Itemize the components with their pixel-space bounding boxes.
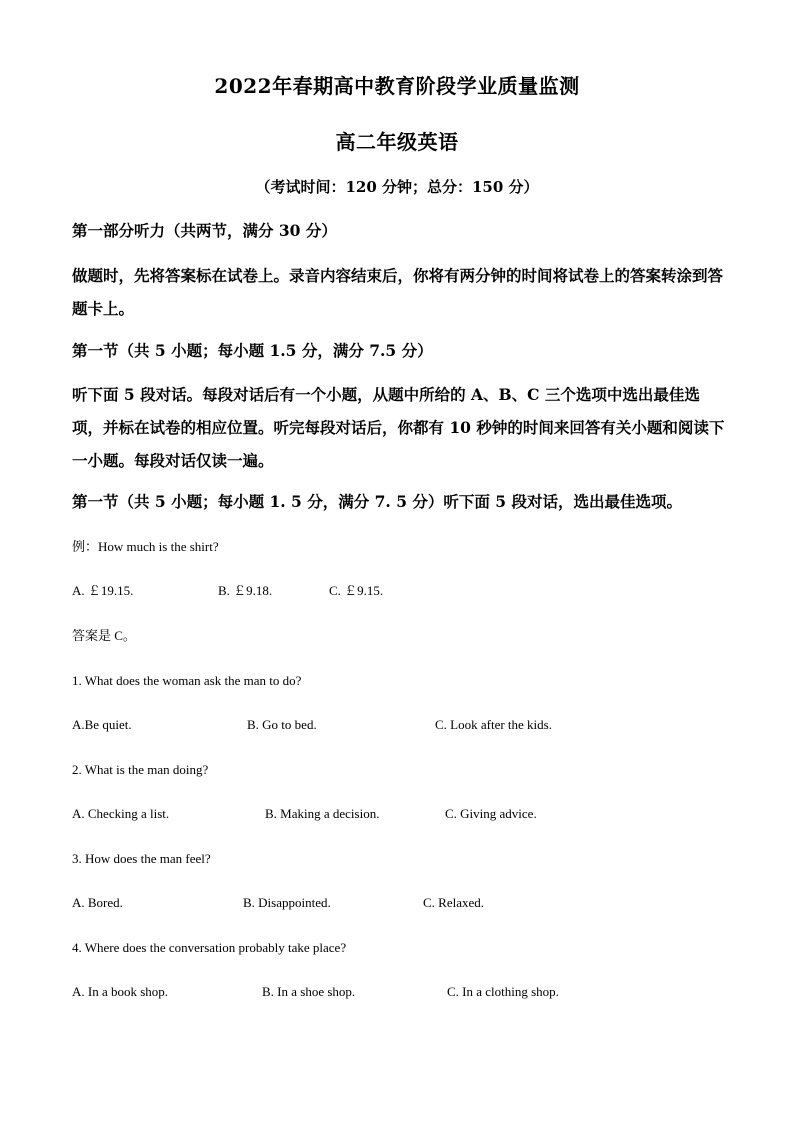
exam-subtitle: 高二年级英语: [335, 130, 459, 154]
part1-instruction: 做题时，先将答案标在试卷上。录音内容结束后，你将有两分钟的时间将试卷上的答案转涂到答题卡上。: [72, 266, 724, 318]
part1-heading: 第一部分听力（共两节，满分 30 分）: [72, 221, 337, 240]
question-1: 1. What does the woman ask the man to do?: [72, 673, 302, 688]
section1-heading: 第一节（共 5 小题；每小题 1.5 分，满分 7.5 分）: [72, 341, 433, 360]
question-1-option-b: B. Go to bed.: [247, 717, 317, 732]
question-3: 3. How does the man feel?: [72, 851, 211, 866]
section1-repeat: 第一节（共 5 小题；每小题 1. 5 分，满分 7. 5 分）听下面 5 段对话，选出最佳选项。: [72, 492, 682, 511]
question-2-option-a: A. Checking a list.: [72, 806, 170, 821]
example-answer: 答案是 C。: [72, 628, 136, 643]
exam-title: 2022年春期高中教育阶段学业质量监测: [214, 74, 580, 98]
question-1-option-a: A.Be quiet.: [72, 717, 132, 732]
section1-instruction: 听下面 5 段对话。每段对话后有一个小题，从题中所给的 A、B、C 三个选项中选出最佳选项，并标在试卷的相应位置。听完每段对话后，你都有 10 秒钟的时间来回答有关小题和阅读下一小题。每段对话仅读一遍。: [72, 385, 725, 470]
question-2-option-b: B. Making a decision.: [265, 806, 380, 821]
example-option-a: A. ￡19.15.: [72, 583, 134, 598]
question-3-option-b: B. Disappointed.: [243, 895, 331, 910]
question-3-option-a: A. Bored.: [72, 895, 123, 910]
example-option-c: C. ￡9.15.: [329, 583, 384, 598]
exam-info: （考试时间：120 分钟；总分：150 分）: [255, 178, 539, 196]
example-question: 例：How much is the shirt?: [72, 539, 219, 554]
example-option-b: B. ￡9.18.: [218, 583, 273, 598]
question-4-option-c: C. In a clothing shop.: [447, 984, 559, 999]
question-4-option-b: B. In a shoe shop.: [262, 984, 356, 999]
question-4: 4. Where does the conversation probably take place?: [72, 940, 347, 955]
question-2: 2. What is the man doing?: [72, 762, 209, 777]
question-4-option-a: A. In a book shop.: [72, 984, 169, 999]
question-2-option-c: C. Giving advice.: [445, 806, 537, 821]
question-3-option-c: C. Relaxed.: [423, 895, 485, 910]
question-1-option-c: C. Look after the kids.: [435, 717, 552, 732]
